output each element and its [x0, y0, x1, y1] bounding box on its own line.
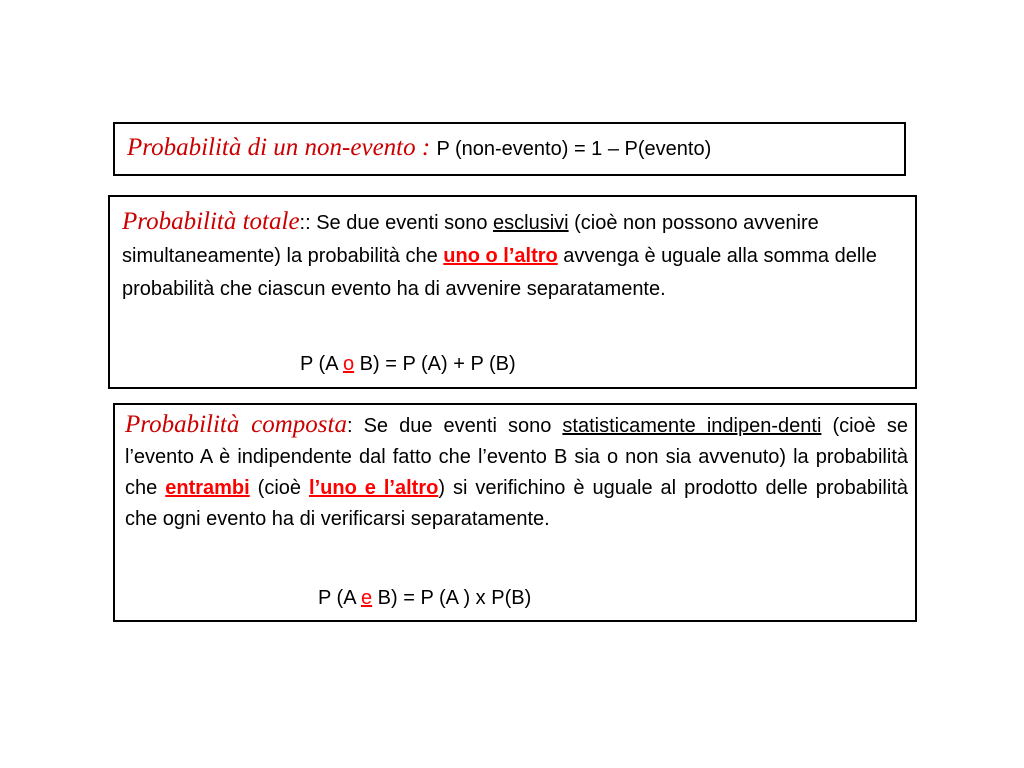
non-evento-separator: :	[415, 134, 437, 161]
totale-formula-operator: o	[343, 353, 355, 375]
totale-formula	[300, 353, 516, 376]
composta-keyword-uno-e-altro: l’uno e l’altro	[309, 477, 439, 499]
composta-keyword-indipendenti: statisticamente indipen-denti	[562, 415, 822, 437]
composta-text-2: (cioè se l’evento A è indipendente dal fatto che l’evento B sia o non sia avvenuto) la probabilità che	[125, 415, 908, 499]
composta-keyword-entrambi: entrambi	[165, 477, 250, 499]
composta-title: Probabilità composta	[125, 411, 347, 438]
composta-formula-operator: e	[361, 587, 373, 609]
totale-text-1: Se due eventi sono	[316, 212, 494, 234]
composta-separator: :	[346, 415, 364, 437]
composta-formula	[318, 587, 531, 610]
composta-text-4: ) si verifichino è uguale al prodotto delle probabilità che ogni evento ha di verificarsi separatamente.	[125, 477, 908, 530]
composta-text-1: Se due eventi sono	[363, 415, 563, 437]
totale-formula-end: B) = P (A) + P (B)	[354, 353, 516, 375]
non-evento-box	[113, 122, 906, 176]
non-evento-title: Probabilità di un non-evento	[127, 134, 416, 161]
totale-title: Probabilità totale	[122, 208, 300, 235]
composta-text-3: (cioè	[249, 477, 310, 499]
totale-text-2: (cioè non possono avvenire simultaneamente) la probabilità che	[122, 212, 819, 267]
probabilita-composta-box	[113, 403, 917, 622]
totale-keyword-esclusivi: esclusivi	[493, 212, 569, 234]
composta-formula-end: B) = P (A ) x P(B)	[372, 587, 532, 609]
probabilita-totale-box	[108, 195, 917, 389]
non-evento-formula: P (non-evento) = 1 – P(evento)	[436, 138, 712, 160]
totale-separator: ::	[299, 212, 317, 234]
totale-paragraph	[122, 205, 906, 306]
totale-keyword-uno-o-altro: uno o l’altro	[443, 245, 558, 267]
non-evento-line	[127, 134, 711, 162]
composta-paragraph	[125, 409, 908, 535]
composta-formula-start: P (A	[318, 587, 361, 609]
totale-text-3: avvenga è uguale alla somma delle probabilità che ciascun evento ha di avvenire separatamente.	[122, 245, 877, 300]
totale-formula-start: P (A	[300, 353, 343, 375]
